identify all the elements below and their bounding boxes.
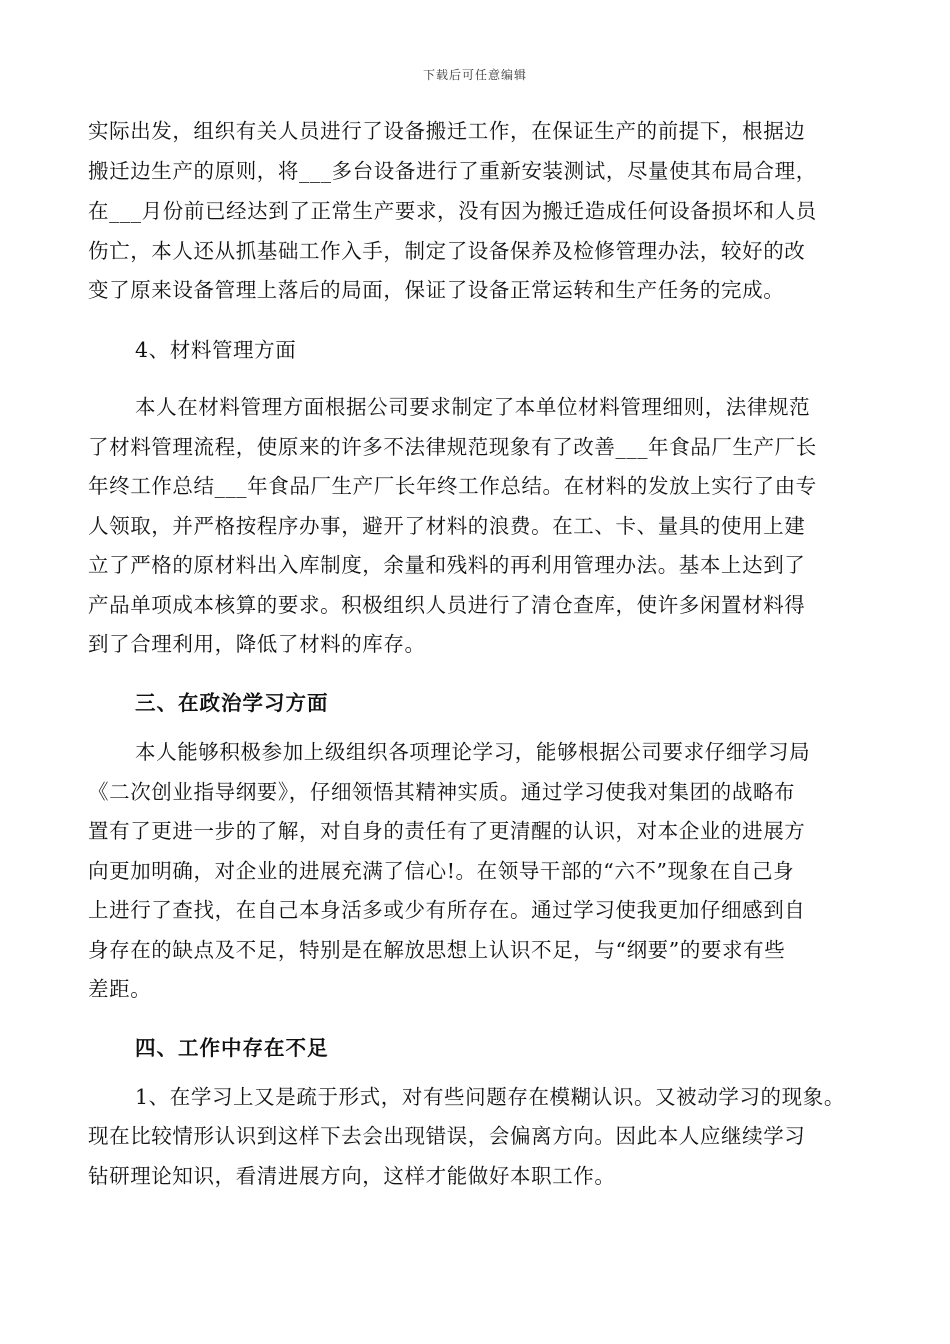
paragraph-line: 到了合理利用，降低了材料的库存。	[88, 632, 426, 656]
paragraph-line: 现在比较情形认识到这样下去会出现错误，会偏离方向。因此本人应继续学习	[88, 1124, 806, 1148]
paragraph-line: 上进行了查找，在自己本身活多或少有所存在。通过学习使我更加仔细感到自	[88, 898, 806, 922]
paragraph-line: 置有了更进一步的了解，对自身的责任有了更清醒的认识，对本企业的进展方	[88, 819, 806, 843]
section-heading: 四、工作中存在不足	[135, 1036, 329, 1060]
paragraph-line: 了材料管理流程，使原来的许多不法律规范现象有了改善___年食品厂生产厂长	[88, 435, 817, 459]
paragraph-line: 在___月份前已经达到了正常生产要求，没有因为搬迁造成任何设备损坏和人员	[88, 199, 817, 223]
paragraph-line: 伤亡，本人还从抓基础工作入手，制定了设备保养及检修管理办法，较好的改	[88, 239, 806, 263]
paragraph-line: 身存在的缺点及不足，特别是在解放思想上认识不足，与“纲要”的要求有些	[88, 938, 786, 962]
paragraph-line: 1、在学习上又是疏于形式，对有些问题存在模糊认识。又被动学习的现象。	[135, 1085, 845, 1109]
paragraph-line: 钻研理论知识，看清进展方向，这样才能做好本职工作。	[88, 1164, 616, 1188]
paragraph-line: 立了严格的原材料出入库制度，余量和残料的再利用管理办法。基本上达到了	[88, 553, 806, 577]
paragraph-line: 人领取，并严格按程序办事，避开了材料的浪费。在工、卡、量具的使用上建	[88, 514, 806, 538]
paragraph-line: 搬迁边生产的原则，将___多台设备进行了重新安装测试，尽量使其布局合理，	[88, 159, 817, 183]
section-heading: 三、在政治学习方面	[135, 691, 329, 715]
paragraph-line: 本人能够积极参加上级组织各项理论学习，能够根据公司要求仔细学习局	[135, 740, 811, 764]
paragraph-line: 变了原来设备管理上落后的局面，保证了设备正常运转和生产任务的完成。	[88, 278, 785, 302]
section-subheading: 4、材料管理方面	[135, 338, 297, 362]
paragraph-line: 年终工作总结___年食品厂生产厂长年终工作总结。在材料的发放上实行了由专	[88, 474, 817, 498]
paragraph-line: 实际出发，组织有关人员进行了设备搬迁工作，在保证生产的前提下，根据边	[88, 119, 806, 143]
paragraph-line: 差距。	[88, 977, 152, 1001]
paragraph-line: 产品单项成本核算的要求。积极组织人员进行了清仓查库，使许多闲置材料得	[88, 593, 806, 617]
paragraph-line: 本人在材料管理方面根据公司要求制定了本单位材料管理细则，法律规范	[135, 395, 811, 419]
page-header: 下载后可任意编辑	[422, 68, 527, 82]
paragraph-line: 向更加明确，对企业的进展充满了信心!。在领导干部的“六不”现象在自己身	[88, 859, 795, 883]
paragraph-line: 《二次创业指导纲要》，仔细领悟其精神实质。通过学习使我对集团的战略布	[88, 780, 796, 804]
